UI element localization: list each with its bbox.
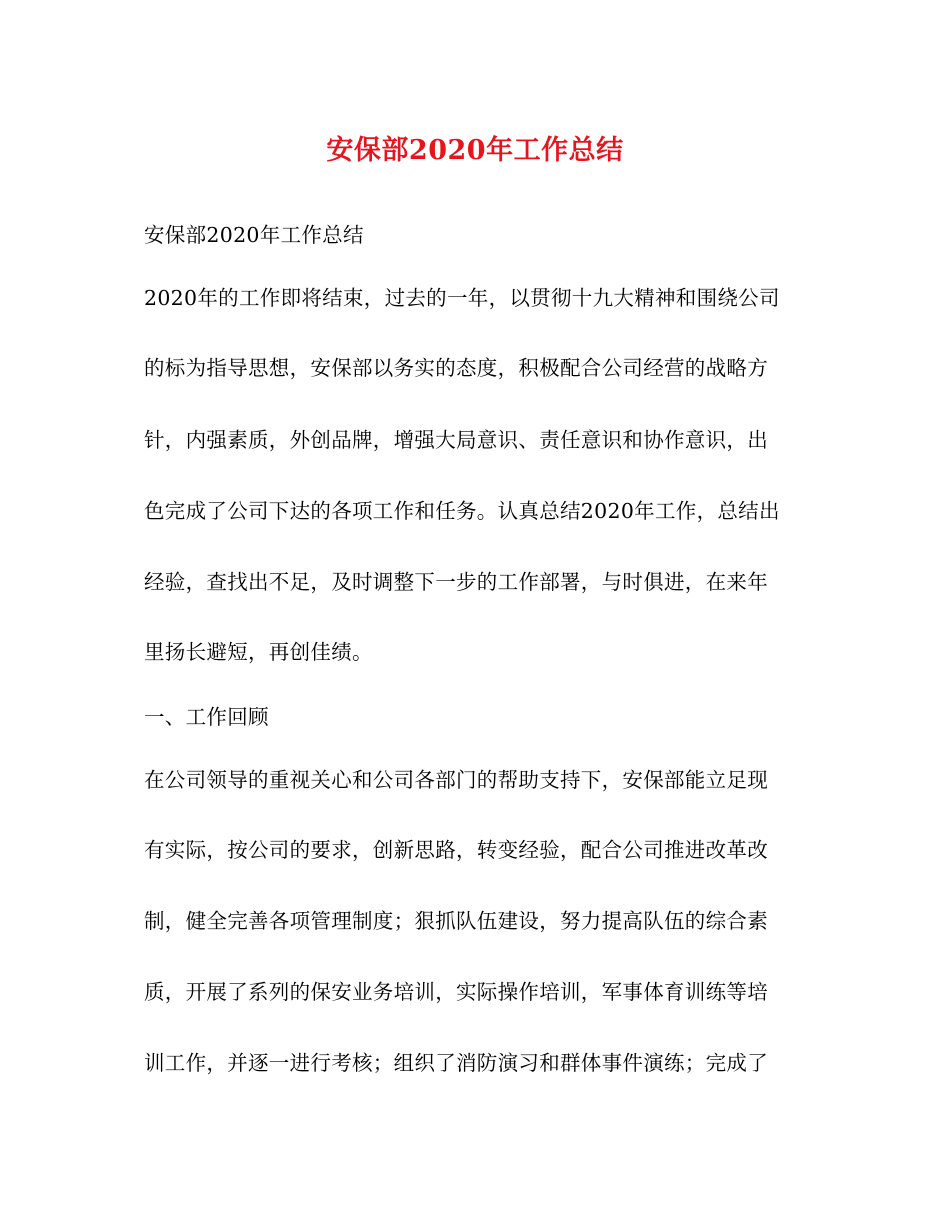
text-line: 2020年的工作即将结束，过去的一年，以贯彻十九大精神和围绕公司 xyxy=(144,286,780,310)
text-line: 里扬长避短，再创佳绩。 xyxy=(144,640,373,664)
text-line: 有实际，按公司的要求，创新思路，转变经验，配合公司推进改革改 xyxy=(144,838,768,862)
text-line: 在公司领导的重视关心和公司各部门的帮助支持下，安保部能立足现 xyxy=(144,768,768,792)
text-line: 针，内强素质，外创品牌，增强大局意识、责任意识和协作意识，出 xyxy=(144,428,768,452)
text-line-subtitle: 安保部2020年工作总结 xyxy=(144,223,364,247)
text-line: 经验，查找出不足，及时调整下一步的工作部署，与时俱进，在来年 xyxy=(144,570,768,594)
text-line: 质，开展了系列的保安业务培训，实际操作培训，军事体育训练等培 xyxy=(144,980,768,1004)
text-line: 制，健全完善各项管理制度；狠抓队伍建设，努力提高队伍的综合素 xyxy=(144,909,768,933)
text-line: 的标为指导思想，安保部以务实的态度，积极配合公司经营的战略方 xyxy=(144,356,768,380)
text-line: 训工作，并逐一进行考核；组织了消防演习和群体事件演练；完成了 xyxy=(144,1051,768,1075)
text-line: 色完成了公司下达的各项工作和任务。认真总结2020年工作，总结出 xyxy=(144,499,780,523)
section-heading: 一、工作回顾 xyxy=(144,705,269,729)
document-title: 安保部2020年工作总结 xyxy=(326,135,624,166)
